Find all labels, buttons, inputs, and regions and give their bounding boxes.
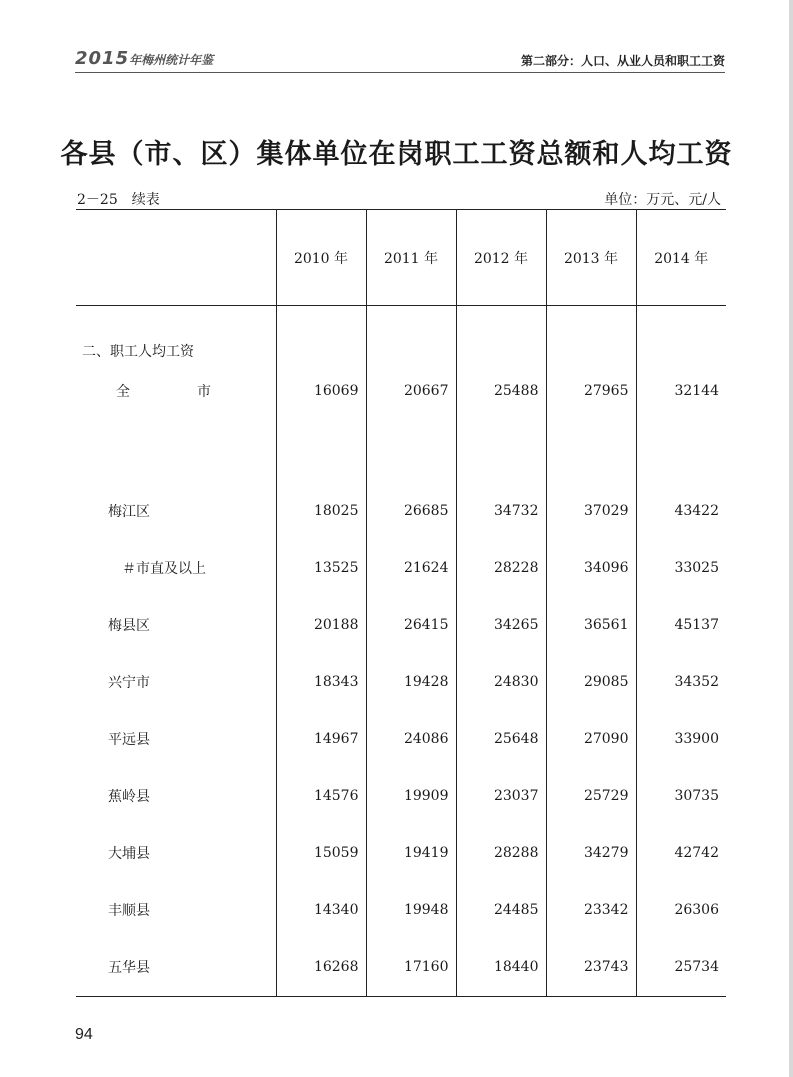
table-row <box>76 597 726 654</box>
row-label: 兴宁市 <box>108 675 150 691</box>
value-cell: 42742 <box>636 825 726 882</box>
table-row <box>76 768 726 825</box>
row-label: ＃市直及以上 <box>122 561 206 577</box>
value-cell: 16069 <box>276 363 366 420</box>
table-header-row <box>76 210 726 306</box>
value-cell: 19428 <box>366 654 456 711</box>
header-cell-2012: 2012 年 <box>456 210 546 306</box>
yearbook-title: 2015年梅州统计年鉴 <box>75 48 214 69</box>
value-cell: 28228 <box>456 540 546 597</box>
value-cell: 27965 <box>546 363 636 420</box>
header-cell-2013: 2013 年 <box>546 210 636 306</box>
value-cell: 20667 <box>366 363 456 420</box>
table-row <box>76 882 726 939</box>
value-cell: 30735 <box>636 768 726 825</box>
table-code: 2－25 续表 <box>77 192 160 208</box>
value-cell: 23743 <box>546 939 636 997</box>
row-label: 平远县 <box>108 732 150 748</box>
value-cell: 25729 <box>546 768 636 825</box>
table-row <box>76 654 726 711</box>
value-cell: 25648 <box>456 711 546 768</box>
value-cell: 20188 <box>276 597 366 654</box>
table-row <box>76 825 726 882</box>
value-cell: 26306 <box>636 882 726 939</box>
unit-label: 单位：万元、元/人 <box>604 192 721 208</box>
value-cell: 25488 <box>456 363 546 420</box>
value-cell: 34352 <box>636 654 726 711</box>
page-title: 各县（市、区）集体单位在岗职工工资总额和人均工资 <box>60 139 733 170</box>
header-cell-2010: 2010 年 <box>276 210 366 306</box>
value-cell: 37029 <box>546 483 636 540</box>
table-row <box>76 939 726 997</box>
value-cell: 34265 <box>456 597 546 654</box>
row-label: 大埔县 <box>108 846 150 862</box>
value-cell: 13525 <box>276 540 366 597</box>
header-cell-2011: 2011 年 <box>366 210 456 306</box>
section-label: 二、职工人均工资 <box>82 343 194 360</box>
value-cell: 15059 <box>276 825 366 882</box>
row-label: 丰顺县 <box>108 903 150 919</box>
value-cell: 26415 <box>366 597 456 654</box>
header-cell-label <box>76 210 276 306</box>
value-cell: 43422 <box>636 483 726 540</box>
row-label: 梅江区 <box>108 504 150 520</box>
value-cell: 18025 <box>276 483 366 540</box>
value-cell: 17160 <box>366 939 456 997</box>
value-cell: 23037 <box>456 768 546 825</box>
header-cell-2014: 2014 年 <box>636 210 726 306</box>
value-cell: 19948 <box>366 882 456 939</box>
value-cell: 34279 <box>546 825 636 882</box>
value-cell: 29085 <box>546 654 636 711</box>
value-cell: 18440 <box>456 939 546 997</box>
value-cell: 34096 <box>546 540 636 597</box>
value-cell: 19909 <box>366 768 456 825</box>
value-cell: 23342 <box>546 882 636 939</box>
value-cell: 24086 <box>366 711 456 768</box>
value-cell: 21624 <box>366 540 456 597</box>
value-cell: 18343 <box>276 654 366 711</box>
table-row <box>76 540 726 597</box>
value-cell: 19419 <box>366 825 456 882</box>
value-cell: 32144 <box>636 363 726 420</box>
value-cell: 26685 <box>366 483 456 540</box>
value-cell: 33900 <box>636 711 726 768</box>
value-cell: 28288 <box>456 825 546 882</box>
table-row <box>76 483 726 540</box>
row-label: 蕉岭县 <box>108 789 150 805</box>
value-cell: 24485 <box>456 882 546 939</box>
row-label: 全 市 <box>116 384 211 400</box>
value-cell: 24830 <box>456 654 546 711</box>
value-cell: 14340 <box>276 882 366 939</box>
section-title: 第二部分：人口、从业人员和职工工资 <box>520 54 725 68</box>
running-header <box>75 46 725 73</box>
value-cell: 14576 <box>276 768 366 825</box>
wage-table <box>76 209 726 997</box>
value-cell: 27090 <box>546 711 636 768</box>
table-row <box>76 363 726 420</box>
value-cell: 45137 <box>636 597 726 654</box>
page-number: 94 <box>75 1026 93 1043</box>
value-cell: 16268 <box>276 939 366 997</box>
section-row <box>76 306 726 363</box>
value-cell: 25734 <box>636 939 726 997</box>
value-cell: 34732 <box>456 483 546 540</box>
value-cell: 14967 <box>276 711 366 768</box>
value-cell: 33025 <box>636 540 726 597</box>
table-row <box>76 711 726 768</box>
row-label: 五华县 <box>108 960 150 977</box>
value-cell: 36561 <box>546 597 636 654</box>
row-label: 梅县区 <box>108 618 150 634</box>
spacer-row <box>76 420 726 483</box>
